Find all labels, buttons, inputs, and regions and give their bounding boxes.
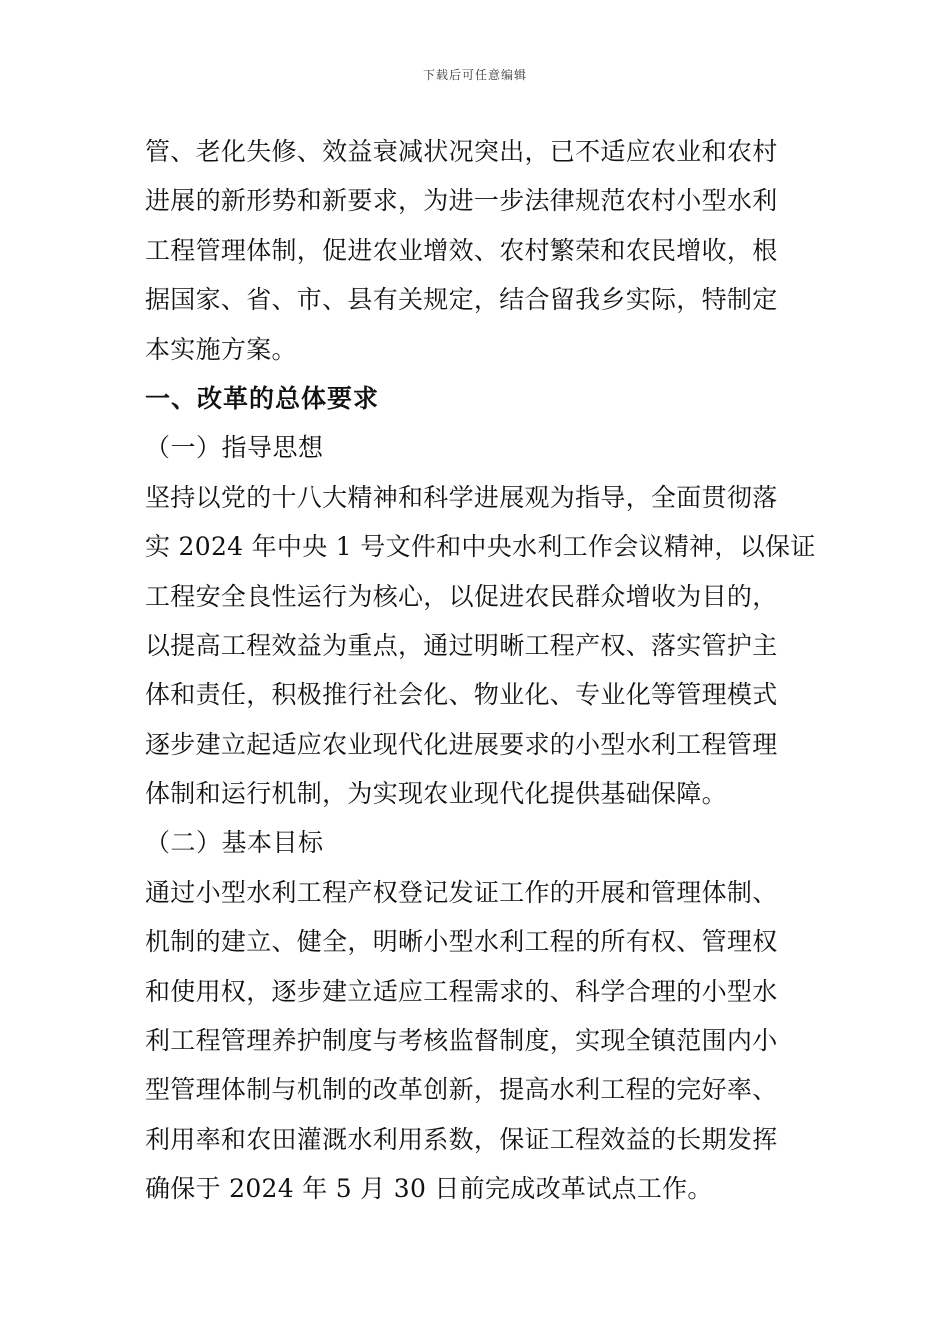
- paragraph-line: 确保于 2024 年 5 月 30 日前完成改革试点工作。: [145, 1174, 713, 1204]
- paragraph-line: 通过小型水利工程产权登记发证工作的开展和管理体制、: [145, 877, 778, 907]
- paragraph-line: 实 2024 年中央 1 号文件和中央水利工作会议精神，以保证: [145, 532, 816, 562]
- paragraph-line: 体制和运行机制，为实现农业现代化提供基础保障。: [145, 779, 727, 809]
- paragraph-line: 管、老化失修、效益衰减状况突出，已不适应农业和农村: [145, 137, 778, 166]
- paragraph-line: 逐步建立起适应农业现代化进展要求的小型水利工程管理: [145, 729, 778, 759]
- paragraph-line: 本实施方案。: [145, 334, 297, 364]
- paragraph-line: 利工程管理养护制度与考核监督制度，实现全镇范围内小: [145, 1026, 778, 1056]
- subsection-heading: （二）基本目标: [145, 828, 324, 858]
- paragraph-line: 坚持以党的十八大精神和科学进展观为指导，全面贯彻落: [145, 482, 778, 512]
- paragraph-line: 机制的建立、健全，明晰小型水利工程的所有权、管理权: [145, 927, 778, 957]
- section-heading: 一、改革的总体要求: [145, 383, 380, 413]
- paragraph-line: 工程安全良性运行为核心，以促进农民群众增收为目的，: [145, 581, 778, 611]
- paragraph-line: 工程管理体制，促进农业增效、农村繁荣和农民增收，根: [145, 235, 778, 265]
- paragraph-line: 体和责任，积极推行社会化、物业化、专业化等管理模式: [145, 680, 778, 710]
- paragraph-line: 和使用权，逐步建立适应工程需求的、科学合理的小型水: [145, 976, 778, 1006]
- paragraph-line: 进展的新形势和新要求，为进一步法律规范农村小型水利: [145, 186, 778, 216]
- paragraph-line: 据国家、省、市、县有关规定，结合留我乡实际，特制定: [145, 285, 778, 315]
- paragraph-line: 以提高工程效益为重点，通过明晰工程产权、落实管护主: [145, 630, 778, 660]
- paragraph-line: 利用率和农田灌溉水利用系数，保证工程效益的长期发挥: [145, 1124, 778, 1154]
- document-body: [145, 127, 816, 1214]
- paragraph-line: 型管理体制与机制的改革创新，提高水利工程的完好率、: [145, 1075, 778, 1105]
- subsection-heading: （一）指导思想: [145, 433, 324, 463]
- page-header-note: 下载后可任意编辑: [422, 68, 527, 82]
